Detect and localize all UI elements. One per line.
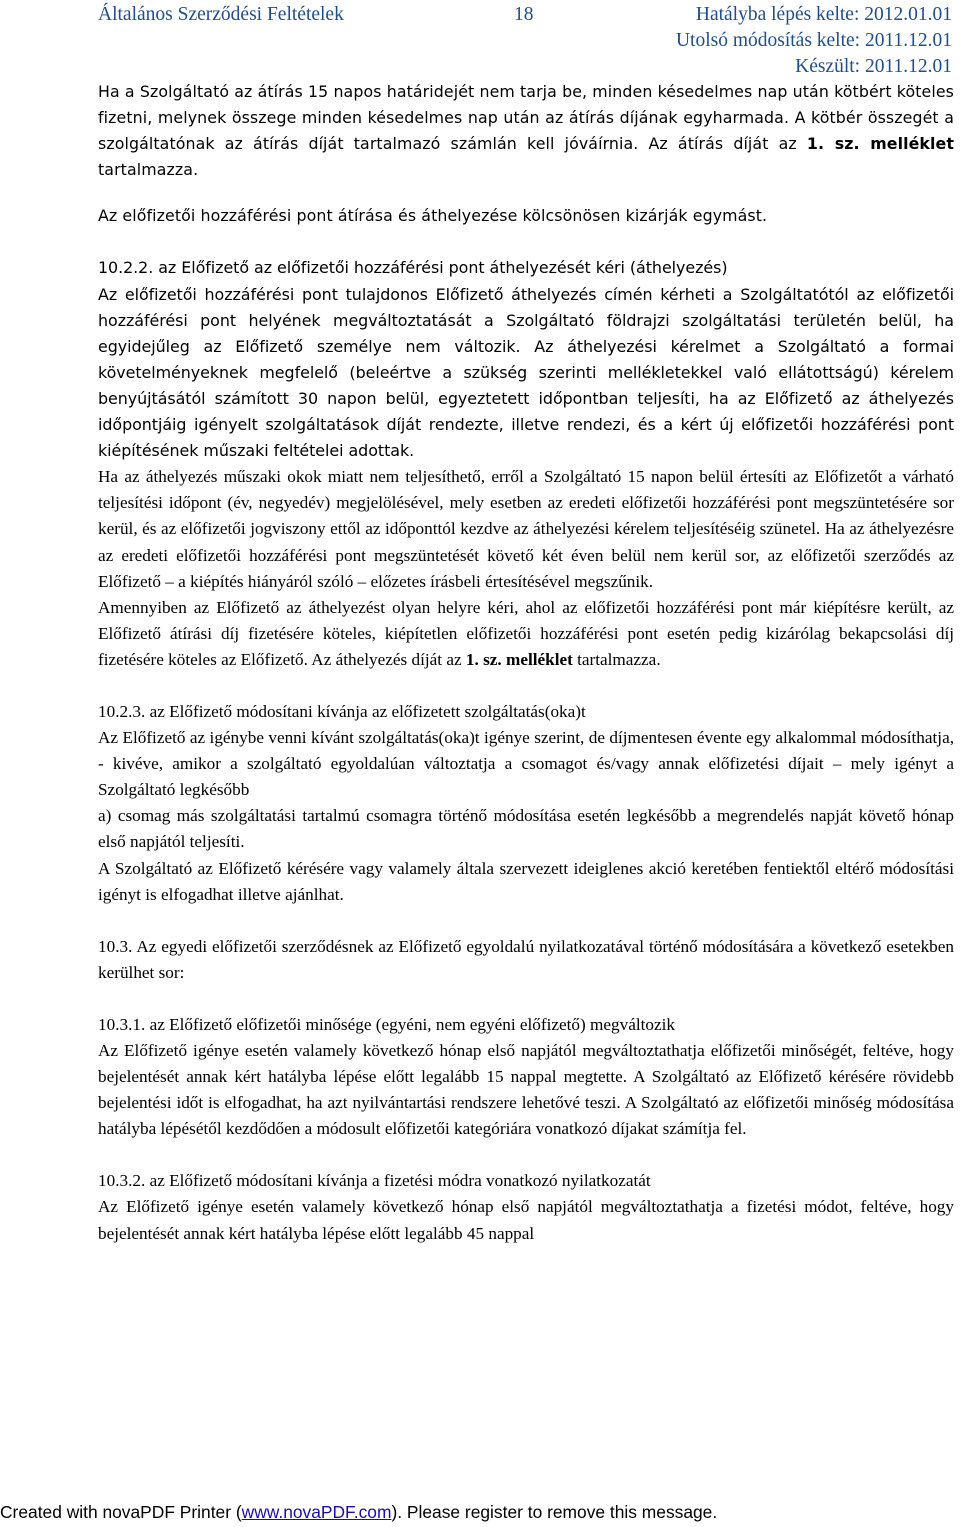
- document-body: [98, 79, 954, 1247]
- section-heading-10-2-2: 10.2.2. az Előfizető az előfizetői hozzáférési pont áthelyezését kéri (áthelyezés): [98, 258, 728, 278]
- annex-reference: 1. sz. melléklet: [806, 134, 955, 154]
- header-dates: [676, 2, 952, 80]
- paragraph-penalty: [98, 79, 954, 183]
- created-date: Készült: 2011.12.01: [795, 56, 952, 77]
- paragraph-temporary-offer: A Szolgáltató az Előfizető kérésére vagy valamely általa szervezett ideiglenes akció keretében fentiektől eltérő módosítási igényt is elfogadhat illetve ajánlhat.: [98, 858, 954, 904]
- section-10-3: 10.3. Az egyedi előfizetői szerződésnek az Előfizető egyoldalú nyilatkozatával történő módosítására a következő esetekben kerülhet sor:: [98, 936, 954, 982]
- document-page: [98, 0, 955, 1243]
- footer-suffix: ). Please register to remove this message.: [391, 1502, 718, 1522]
- paragraph-exclusion: Az előfizetői hozzáférési pont átírása és áthelyezése kölcsönösen kizárják egymást.: [98, 206, 768, 226]
- annex-reference: 1. sz. melléklet: [465, 649, 573, 669]
- section-heading-10-3-2: 10.3.2. az Előfizető módosítani kívánja a fizetési módra vonatkozó nyilatkozatát: [98, 1171, 651, 1191]
- watermark-footer: [0, 1497, 960, 1527]
- paragraph-service-change: Az Előfizető az igénybe venni kívánt szolgáltatás(oka)t igénye szerint, de díjmentesen évente egy alkalommal módosíthatja, - kivéve, amikor a szolgáltató egyoldalúan változtatja a csomagot és/vagy annak előfizetési díjait – mely igényt a Szolgáltató legkésőbb: [98, 728, 954, 800]
- paragraph-text-end: tartalmazza.: [572, 649, 661, 669]
- paragraph-package-change: a) csomag más szolgáltatási tartalmú csomagra történő módosítása esetén legkésőbb a megrendelés napját követő hónap első napjától teljesíti.: [98, 806, 954, 852]
- paragraph-text: Amennyiben az Előfizető az áthelyezést olyan helyre kéri, ahol az előfizetői hozzáférési pont már kiépítésre került, az Előfizető átírási díj fizetésére köteles, kiépítetlen előfizetői hozzáférési pont esetén pedig kizárólag bekapcsolási díj fizetésére köteles az Előfizető. Az áthelyezés díját az: [98, 597, 954, 669]
- paragraph-text: Ha a Szolgáltató az átírás 15 napos határidejét nem tarja be, minden késedelmes nap után kötbért köteles fizetni, melynek összege minden késedelmes nap után az átírás díjának egyharmada. A kötbér összegét a szolgáltatónak az átírás díját tartalmazó számlán kell jóváírnia. Az átírás díját az: [98, 82, 954, 154]
- footer-link[interactable]: www.novaPDF.com: [241, 1502, 392, 1522]
- footer-prefix: Created with novaPDF Printer (: [0, 1502, 242, 1522]
- document-title: Általános Szerződési Feltételek: [98, 4, 344, 25]
- paragraph-text-end: tartalmazza.: [98, 160, 199, 180]
- section-heading-10-2-3: 10.2.3. az Előfizető módosítani kívánja az előfizetett szolgáltatás(oka)t: [98, 701, 586, 721]
- paragraph-subscriber-status: Az Előfizető igénye esetén valamely következő hónap első napjától megváltoztathatja előfizetői minőségét, feltéve, hogy bejelentését annak kért hatályba lépése előtt legalább 15 nappal megtette. A Szolgáltató az Előfizető kérésére rövidebb bejelentési időt is elfogadhat, ha azt nyilvántartási rendszere lehetővé teszi. A Szolgáltató az előfizetői minőség módosítása hatályba lépésétől kezdődően a módosult előfizetői kategóriára vonatkozó díjakat számítja fel.: [98, 1041, 954, 1139]
- effective-date: Hatályba lépés kelte: 2012.01.01: [695, 4, 952, 25]
- paragraph-payment-method: Az Előfizető igénye esetén valamely következő hónap első napjától megváltoztathatja a fizetési módot, feltéve, hogy bejelentését annak kért hatályba lépése előtt legalább 45 nappal: [98, 1197, 954, 1243]
- paragraph-relocation-fees: [98, 595, 954, 673]
- page-number: 18: [514, 4, 534, 25]
- paragraph-relocation-request: Az előfizetői hozzáférési pont tulajdonos Előfizető áthelyezés címén kérheti a Szolgáltatótól az előfizetői hozzáférési pont helyének megváltoztatását a Szolgáltató földrajzi szolgáltatási területén belül, ha egyidejűleg az Előfizető személye nem változik. Az áthelyezési kérelmet a Szolgáltató a formai követelményeknek megfelelő (beleértve a szükség szerinti mellékletekkel való ellátottságú) kérelem benyújtásától számított 30 napon belül, egyeztetett időpontban teljesíti, ha az Előfizető az áthelyezés időpontjáig igényelt szolgáltatások díját rendezte, illetve rendezi, és a kért új előfizetői hozzáférési pont kiépítésének műszaki feltételei adottak.: [98, 284, 954, 461]
- section-heading-10-3-1: 10.3.1. az Előfizető előfizetői minősége (egyéni, nem egyéni előfizető) megváltozik: [98, 1014, 675, 1034]
- paragraph-relocation-technical: Ha az áthelyezés műszaki okok miatt nem teljesíthető, erről a Szolgáltató 15 napon belül értesíti az Előfizetőt a várható teljesítési időpont (év, negyedév) megjelölésével, mely esetben az eredeti előfizetői hozzáférési pont megszüntetésére sor kerül, és az előfizetői jogviszony ettől az időponttól kezdve az áthelyezési kérelem teljesítéséig szünetel. Ha az áthelyezésre az eredeti előfizetői hozzáférési pont megszüntetését követő két éven belül nem kerül sor, az előfizetői szerződés az Előfizető – a kiépítés hiányáról szóló – előzetes írásbeli értesítésével megszűnik.: [98, 467, 954, 591]
- page-header: [98, 0, 954, 82]
- last-modified-date: Utolsó módosítás kelte: 2011.12.01: [675, 30, 952, 51]
